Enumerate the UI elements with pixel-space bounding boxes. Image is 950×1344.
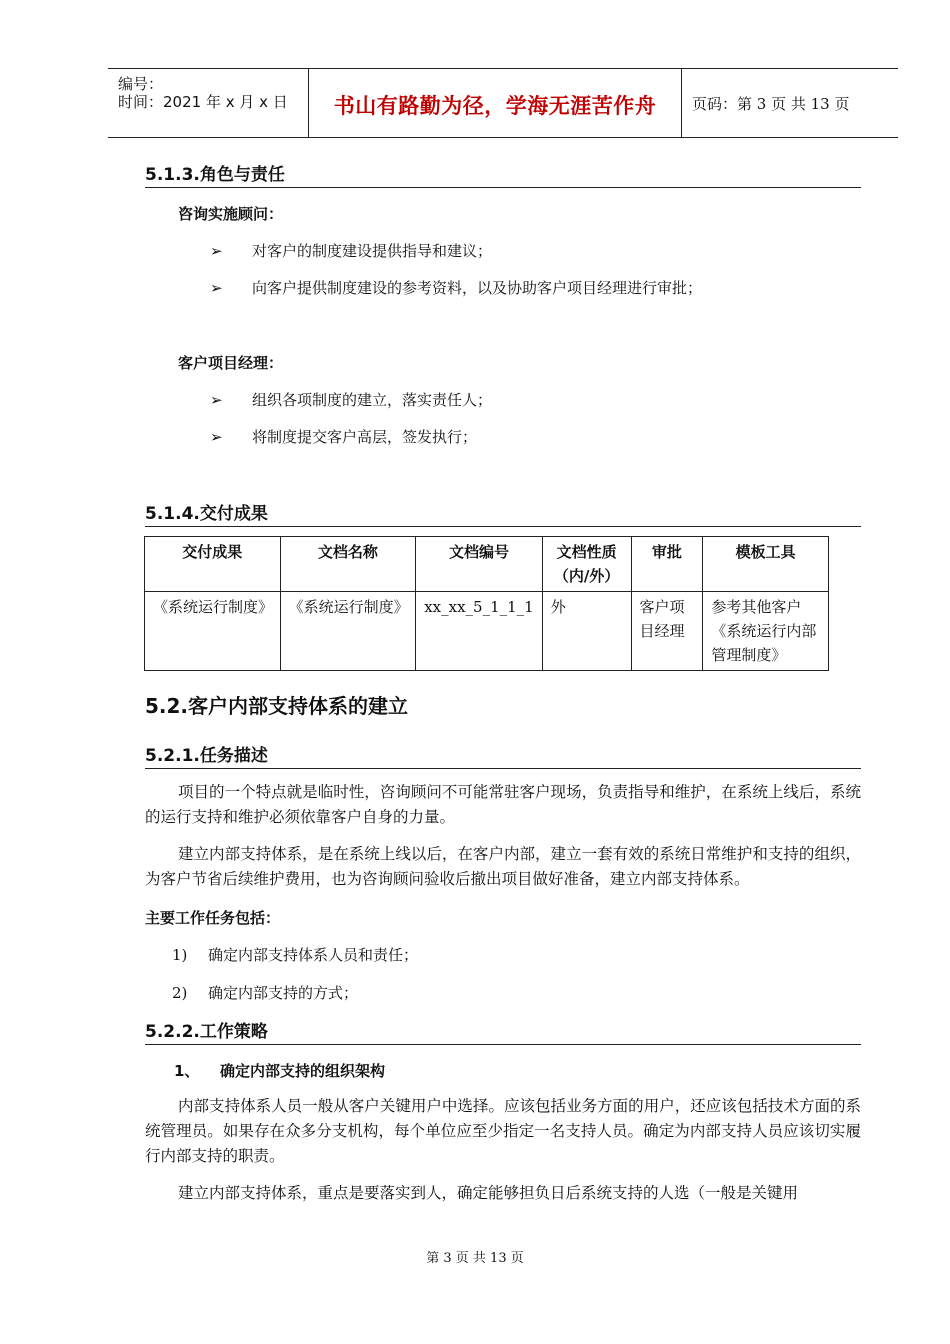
list-item-text: 对客户的制度建设提供指导和建议；	[252, 242, 493, 260]
consultant-label: 咨询实施顾问：	[178, 205, 284, 223]
page-footer: 第 3 页 共 13 页	[426, 1251, 524, 1266]
arrow-bullet-icon: ➢	[210, 279, 223, 297]
arrow-bullet-icon: ➢	[210, 391, 223, 409]
table-cell: 参考其他客户《系统运行内部管理制度》	[703, 592, 829, 671]
section-heading-5-1-3: 5.1.3.角色与责任	[145, 160, 861, 188]
arrow-bullet-icon: ➢	[210, 428, 223, 446]
list-item	[172, 982, 358, 1003]
tasks-label: 主要工作任务包括：	[145, 909, 281, 927]
table-cell: 客户项目经理	[631, 592, 703, 671]
subsection-title: 确定内部支持的组织架构	[220, 1062, 386, 1080]
list-item-text: 将制度提交客户高层，签发执行；	[252, 428, 478, 446]
paragraph: 建立内部支持体系，是在系统上线以后，在客户内部，建立一套有效的系统日常维护和支持的组织，为客户节省后续维护费用，也为咨询顾问验收后撤出项目做好准备，建立内部支持体系。	[145, 845, 861, 888]
list-item-number: 2)	[172, 984, 188, 1002]
list-item	[210, 240, 492, 261]
table-header-cell: 文档性质（内/外）	[542, 537, 631, 592]
arrow-bullet-icon: ➢	[210, 242, 223, 260]
subsection-number: 1、	[174, 1062, 200, 1080]
paragraph: 内部支持体系人员一般从客户关键用户中选择。应该包括业务方面的用户，还应该包括技术方面的系统管理员。如果存在众多分支机构，每个单位应至少指定一名支持人员。确定为内部支持人员应该切实履行内部支持的职责。	[145, 1097, 861, 1165]
list-item-text: 确定内部支持的方式；	[208, 984, 359, 1002]
table-cell: 《系统运行制度》	[145, 592, 281, 671]
table-header-row	[145, 537, 829, 592]
paragraph: 建立内部支持体系，重点是要落实到人，确定能够担负日后系统支持的人选（一般是关键用	[178, 1184, 799, 1202]
list-item-number: 1)	[172, 946, 188, 964]
header-motto: 书山有路勤为径，学海无涯苦作舟	[333, 94, 657, 118]
table-header-cell: 模板工具	[703, 537, 829, 592]
header-right-cell	[682, 69, 898, 137]
table-header-cell: 交付成果	[145, 537, 281, 592]
deliverables-table	[144, 536, 829, 671]
doc-number-label: 编号：	[118, 75, 164, 93]
table-cell: 《系统运行制度》	[280, 592, 416, 671]
table-header-cell: 审批	[631, 537, 703, 592]
paragraph: 项目的一个特点就是临时性，咨询顾问不可能常驻客户现场，负责指导和维护，在系统上线后，系统的运行支持和维护必须依靠客户自身的力量。	[145, 783, 861, 826]
page-header	[108, 68, 898, 138]
header-middle-cell	[309, 69, 682, 137]
header-left-cell	[108, 69, 309, 137]
list-item	[172, 944, 418, 965]
table-row	[145, 592, 829, 671]
doc-time-label: 时间：2021 年 x 月 x 日	[118, 93, 288, 111]
list-item	[210, 389, 492, 410]
header-page-label: 页码：第 3 页 共 13 页	[692, 95, 850, 113]
table-cell: xx_xx_5_1_1_1	[416, 592, 543, 671]
list-item-text: 向客户提供制度建设的参考资料，以及协助客户项目经理进行审批；	[252, 279, 703, 297]
manager-label: 客户项目经理：	[178, 354, 284, 372]
section-heading-5-2: 5.2.客户内部支持体系的建立	[145, 694, 409, 718]
subsection-heading	[174, 1060, 385, 1081]
table-header-cell: 文档名称	[280, 537, 416, 592]
table-header-cell: 文档编号	[416, 537, 543, 592]
list-item	[210, 277, 702, 298]
list-item-text: 确定内部支持体系人员和责任；	[208, 946, 419, 964]
section-heading-5-1-4: 5.1.4.交付成果	[145, 499, 861, 527]
list-item-text: 组织各项制度的建立，落实责任人；	[252, 391, 493, 409]
section-heading-5-2-2: 5.2.2.工作策略	[145, 1017, 861, 1045]
list-item	[210, 426, 477, 447]
section-heading-5-2-1: 5.2.1.任务描述	[145, 741, 861, 769]
table-cell: 外	[542, 592, 631, 671]
